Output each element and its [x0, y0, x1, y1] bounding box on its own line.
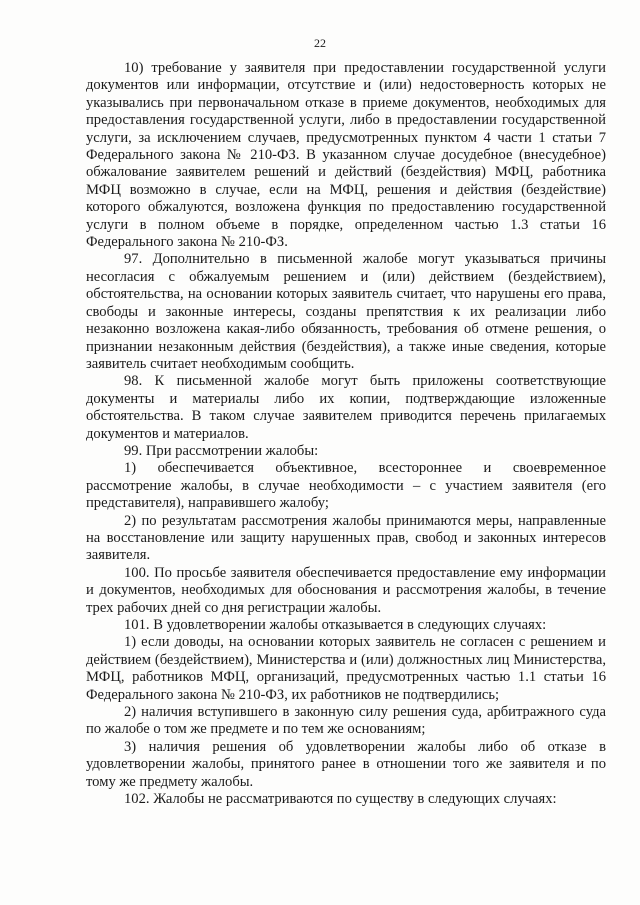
paragraph-101-item-1: 1) если доводы, на основании которых заявитель не согласен с решением и действием (бездействием), Министерства и (или) должностных лиц Министерства, МФЦ, работников МФЦ, организаций, предусмотренных частью 1.1 статьи 16 Федерального закона № 210-ФЗ, их работников не подтвердились;: [86, 634, 606, 703]
paragraph-99: 99. При рассмотрении жалобы:: [124, 442, 319, 459]
paragraph-99-item-2: 2) по результатам рассмотрения жалобы принимаются меры, направленные на восстановление или защиту нарушенных прав, свобод и законных интересов заявителя.: [86, 512, 606, 564]
paragraph-99-item-1: 1) обеспечивается объективное, всестороннее и своевременное рассмотрение жалобы, в случае необходимости – с участием заявителя (его представителя), направившего жалобу;: [86, 460, 606, 512]
paragraph-item-10: 10) требование у заявителя при предоставлении государственной услуги документов или информации, отсутствие и (или) недостоверность которых не указывались при первоначальном отказе в приеме документов, необходимых для предоставления государственной услуги, либо в предоставлении государственной услуги, за исключением случаев, предусмотренных пунктом 4 части 1 статьи 7 Федерального закона № 210-ФЗ. В указанном случае досудебное (внесудебное) обжалование заявителем решений и действий (бездействия) МФЦ, работника МФЦ возможно в случае, если на МФЦ, решения и действия (бездействие) которого обжалуются, возложена функция по предоставлению государственной услуги в полном объеме в порядке, определенном частью 1.3 статьи 16 Федерального закона № 210-ФЗ.: [86, 60, 606, 251]
paragraph-100: 100. По просьбе заявителя обеспечивается предоставление ему информации и документов, необходимых для обоснования и рассмотрения жалобы, в течение трех рабочих дней со дня регистрации жалобы.: [86, 564, 606, 616]
paragraph-101-item-3: 3) наличия решения об удовлетворении жалобы либо об отказе в удовлетворении жалобы, принятого ранее в отношении того же заявителя и по тому же предмету жалобы.: [86, 738, 606, 790]
paragraph-101-item-2: 2) наличия вступившего в законную силу решения суда, арбитражного суда по жалобе о том же предмете и по тем же основаниям;: [86, 704, 606, 738]
paragraph-98: 98. К письменной жалобе могут быть приложены соответствующие документы и материалы либо их копии, подтверждающие изложенные обстоятельства. В таком случае заявителем приводится перечень прилагаемых документов и материалов.: [86, 373, 606, 442]
paragraph-97: 97. Дополнительно в письменной жалобе могут указываться причины несогласия с обжалуемым решением и (или) действием (бездействием), обстоятельства, на основании которых заявитель считает, что нарушены его права, свободы и законные интересы, созданы препятствия к их реализации либо незаконно возложена какая-либо обязанность, требования об отмене решения, о признании незаконным действия (бездействия), а также иные сведения, которые заявитель считает необходимым сообщить.: [86, 251, 606, 372]
page-number: 22: [314, 36, 326, 50]
document-body: [86, 60, 606, 808]
paragraph-102: 102. Жалобы не рассматриваются по существу в следующих случаях:: [124, 791, 557, 808]
paragraph-101: 101. В удовлетворении жалобы отказывается в следующих случаях:: [124, 617, 547, 633]
